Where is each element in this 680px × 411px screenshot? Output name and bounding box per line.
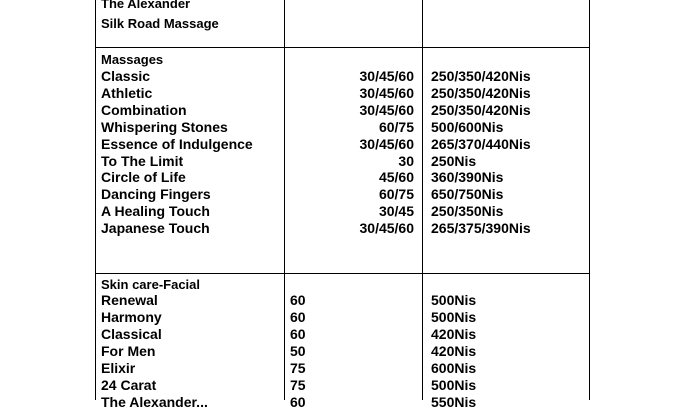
- service-price: 250/350Nis: [431, 203, 504, 220]
- service-minutes: 60: [290, 394, 306, 410]
- service-minutes: 30/45/60: [359, 101, 414, 118]
- service-name: Elixir: [101, 360, 136, 376]
- service-minutes: 75: [290, 377, 306, 393]
- table-border-left: [95, 0, 96, 400]
- service-name: Combination: [101, 101, 187, 118]
- service-name: For Men: [101, 343, 156, 359]
- service-price: 500Nis: [431, 292, 477, 308]
- service-price: 265/375/390Nis: [431, 220, 531, 237]
- service-minutes: 30/45/60: [359, 220, 414, 237]
- service-minutes: 30/45: [378, 203, 414, 220]
- service-name: Classical: [101, 326, 162, 342]
- service-minutes: 60/75: [378, 118, 414, 135]
- service-minutes: 30/45/60: [359, 135, 414, 152]
- table-divider-2: [422, 0, 423, 400]
- service-name: To The Limit: [101, 152, 184, 169]
- service-name: Circle of Life: [101, 169, 186, 186]
- row-divider-1: [95, 47, 590, 48]
- service-price: 360/390Nis: [431, 169, 504, 186]
- service-minutes: 30: [398, 152, 414, 169]
- service-price: 265/370/440Nis: [431, 135, 531, 152]
- service-price: 500Nis: [431, 377, 477, 393]
- service-name: A Healing Touch: [101, 203, 210, 220]
- service-name: Essence of Indulgence: [101, 135, 253, 152]
- service-price: 600Nis: [431, 360, 477, 376]
- service-price: 250/350/420Nis: [431, 84, 531, 101]
- service-name: Japanese Touch: [101, 220, 210, 237]
- spa-name-line2: Silk Road Massage: [101, 16, 219, 31]
- service-price: 500Nis: [431, 309, 477, 325]
- service-name: Renewal: [101, 292, 158, 308]
- service-minutes: 75: [290, 360, 306, 376]
- row-divider-2: [95, 273, 590, 274]
- service-price: 500/600Nis: [431, 118, 504, 135]
- spa-name-line1: The Alexander: [101, 0, 191, 11]
- service-name: Dancing Fingers: [101, 186, 211, 203]
- service-price: 250/350/420Nis: [431, 101, 531, 118]
- service-name: Whispering Stones: [101, 118, 228, 135]
- service-name: Harmony: [101, 309, 162, 325]
- service-price: 420Nis: [431, 326, 477, 342]
- service-minutes: 60: [290, 309, 306, 325]
- service-minutes: 50: [290, 343, 306, 359]
- service-minutes: 30/45/60: [359, 84, 414, 101]
- table-divider-1: [284, 0, 285, 400]
- service-name: Classic: [101, 68, 151, 84]
- service-name: Athletic: [101, 84, 153, 101]
- service-price: 650/750Nis: [431, 186, 504, 203]
- massages-heading: Massages: [101, 52, 164, 67]
- service-name: 24 Carat: [101, 377, 157, 393]
- service-price: 420Nis: [431, 343, 477, 359]
- service-price: 250Nis: [431, 152, 477, 169]
- table-border-right: [589, 0, 590, 400]
- service-minutes: 45/60: [378, 169, 414, 186]
- facial-heading: Skin care-Facial: [101, 277, 200, 292]
- service-price: 550Nis: [431, 394, 477, 410]
- service-name: The Alexander...: [101, 394, 208, 410]
- service-minutes: 60: [290, 292, 306, 308]
- service-minutes: 60: [290, 326, 306, 342]
- service-price: 250/350/420Nis: [431, 68, 531, 84]
- service-minutes: 30/45/60: [359, 68, 414, 84]
- service-minutes: 60/75: [378, 186, 414, 203]
